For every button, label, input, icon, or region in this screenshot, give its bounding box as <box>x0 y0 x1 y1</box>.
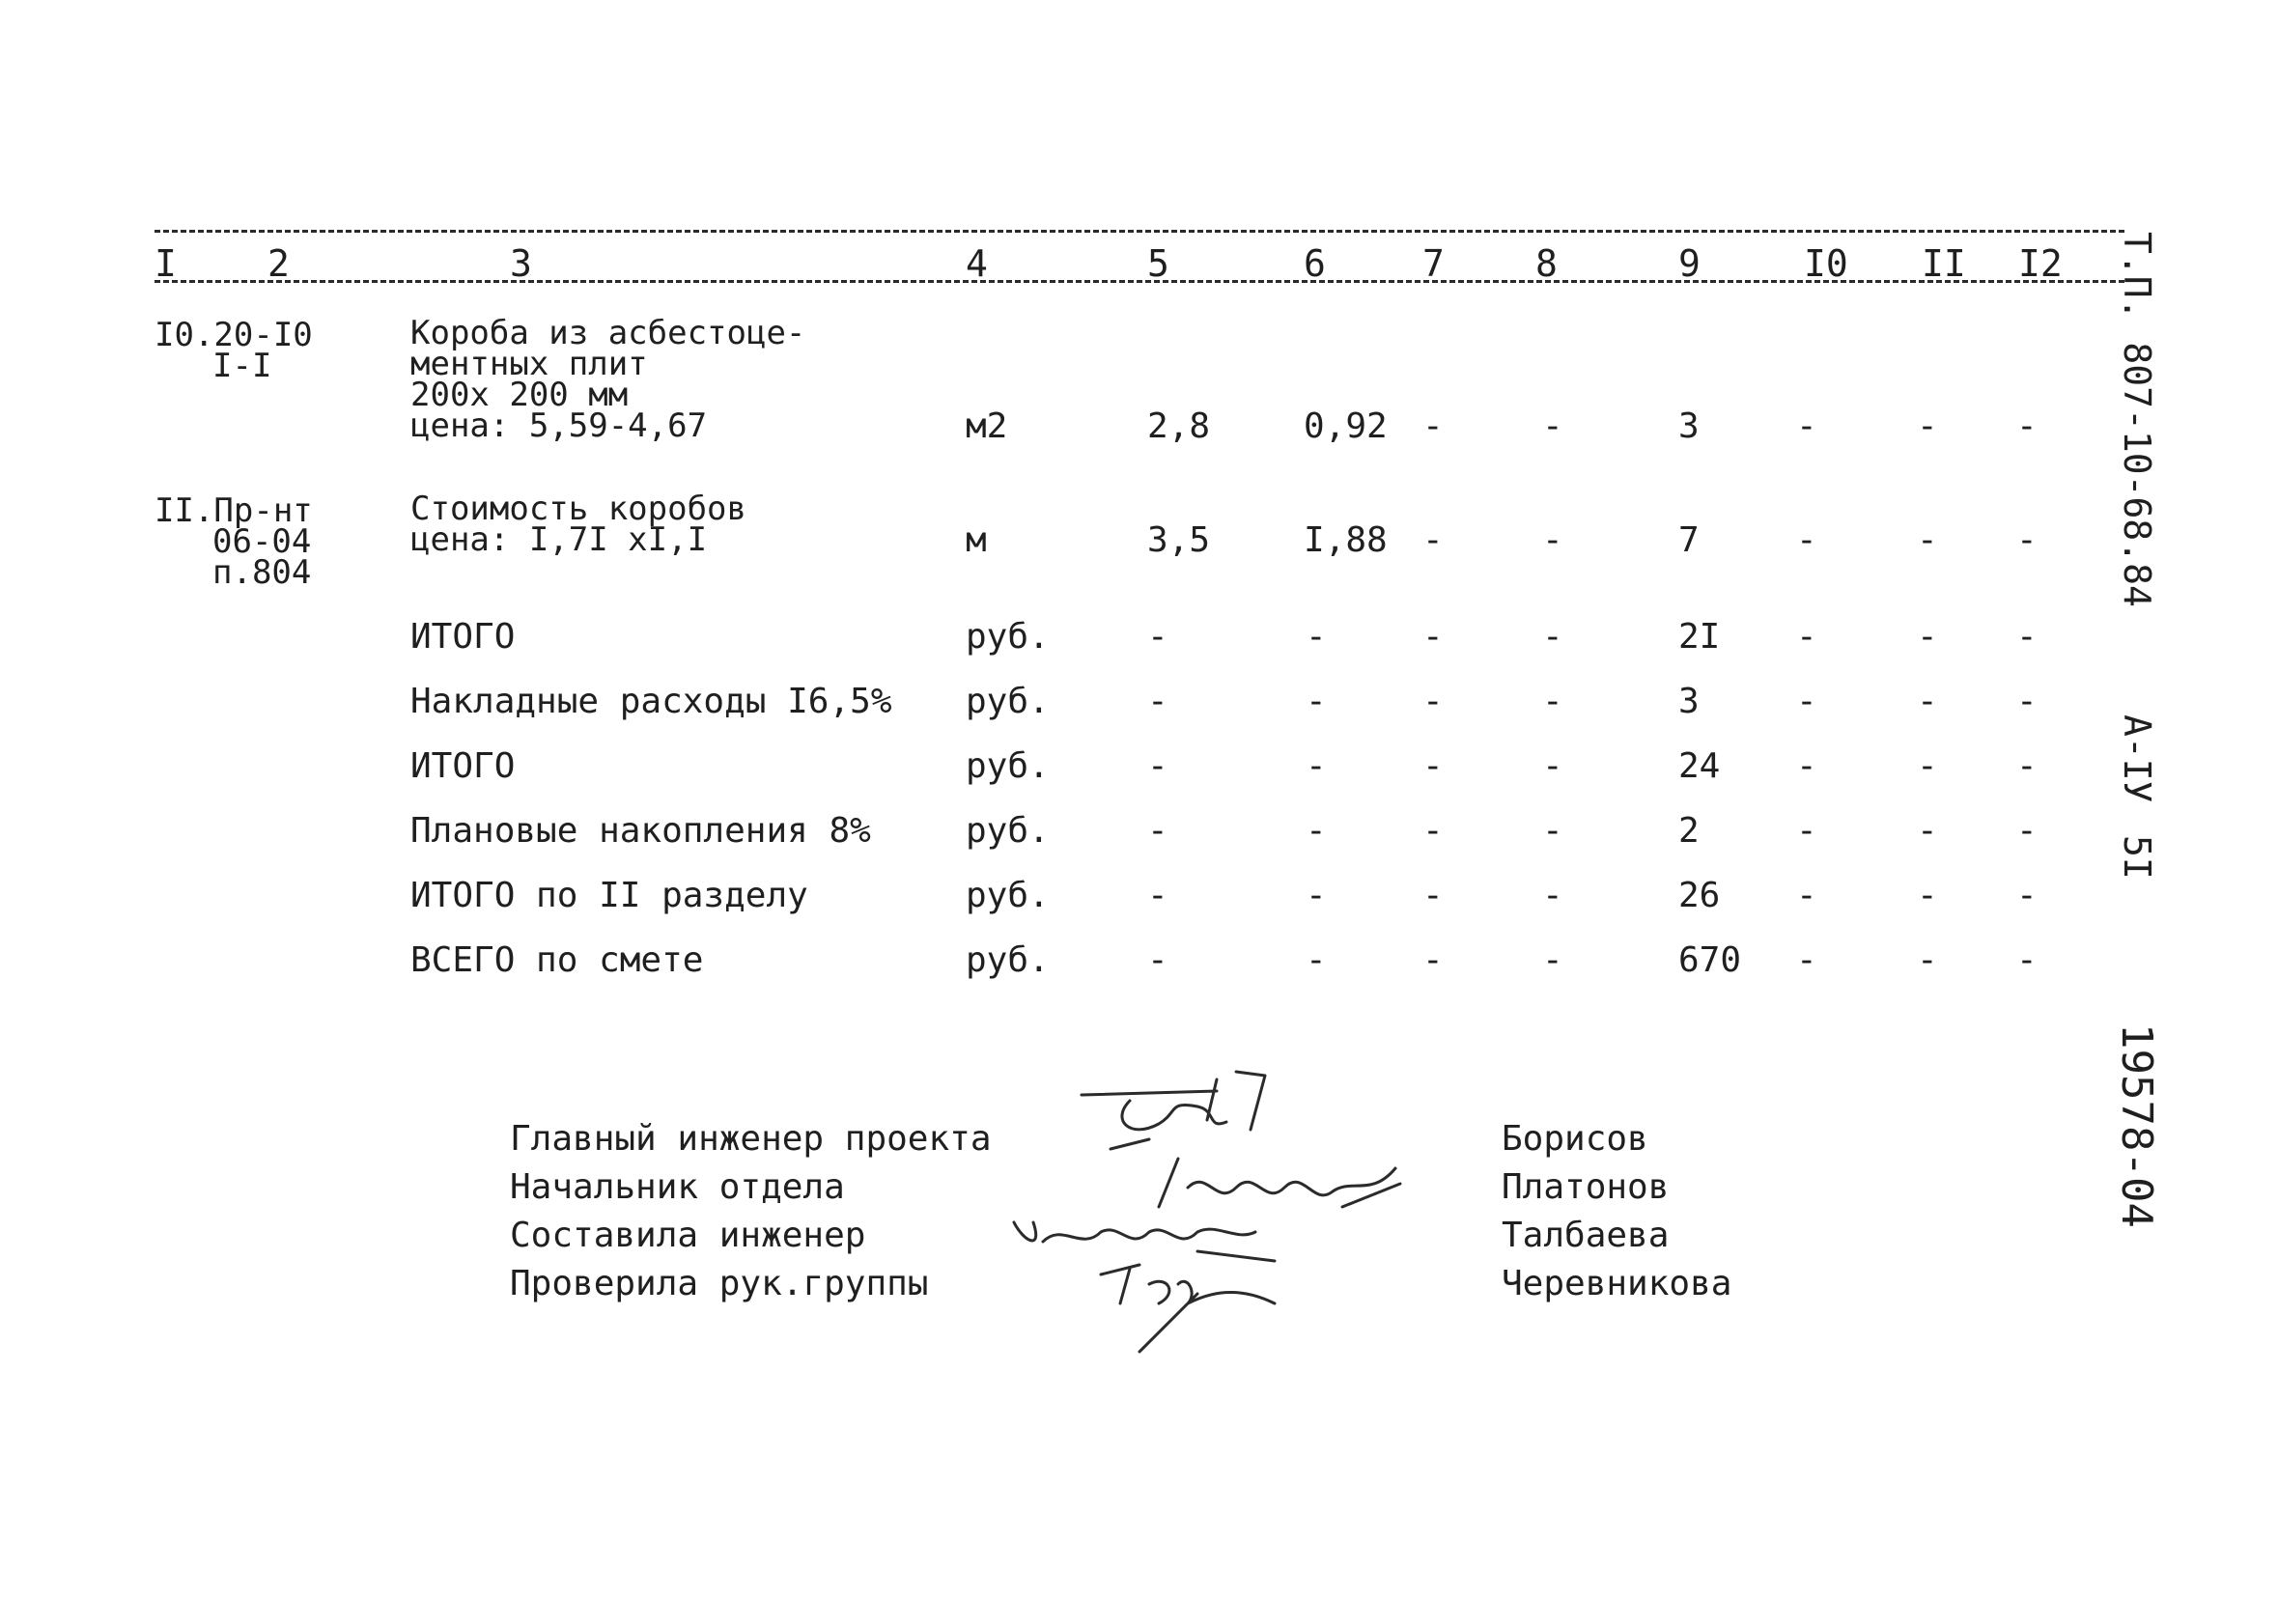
signature-name: Черевникова <box>1502 1264 1732 1303</box>
totals-unit: руб. <box>966 940 1050 980</box>
col-header-5: 5 <box>1147 242 1169 285</box>
totals-unit: руб. <box>966 876 1050 915</box>
totals-col10: - <box>1796 746 1817 786</box>
totals-col12: - <box>2016 876 2038 915</box>
totals-col10: - <box>1796 940 1817 980</box>
totals-label: Плановые накопления 8% <box>410 811 871 851</box>
col-header-1: I <box>155 242 177 285</box>
signature-name: Платонов <box>1502 1167 1670 1207</box>
totals-unit: руб. <box>966 746 1050 786</box>
totals-col7: - <box>1422 682 1444 721</box>
item-col10: - <box>1796 520 1817 560</box>
header-top-rule <box>155 230 2124 233</box>
item-code-line: I-I <box>212 347 272 385</box>
item-col8: - <box>1542 406 1563 446</box>
totals-col6: - <box>1306 746 1327 786</box>
col-header-11: II <box>1922 242 1966 285</box>
totals-col6: - <box>1306 876 1327 915</box>
totals-unit: руб. <box>966 682 1050 721</box>
item-description-line: цена: 5,59-4,67 <box>410 406 708 445</box>
totals-col5: - <box>1147 811 1168 851</box>
totals-col12: - <box>2016 940 2038 980</box>
totals-unit: руб. <box>966 617 1050 657</box>
col-header-6: 6 <box>1304 242 1326 285</box>
signature-role: Начальник отдела <box>510 1167 845 1207</box>
col-header-8: 8 <box>1535 242 1558 285</box>
totals-col10: - <box>1796 617 1817 657</box>
totals-col12: - <box>2016 746 2038 786</box>
item-unit: м <box>966 520 987 560</box>
item-col9: 3 <box>1678 406 1700 446</box>
totals-col7: - <box>1422 617 1444 657</box>
totals-col10: - <box>1796 876 1817 915</box>
totals-col8: - <box>1542 617 1563 657</box>
item-col8: - <box>1542 520 1563 560</box>
item-description-line: 200х 200 мм <box>410 376 629 414</box>
signature-role: Составила инженер <box>510 1216 866 1255</box>
totals-col9: 24 <box>1678 746 1721 786</box>
totals-col7: - <box>1422 940 1444 980</box>
item-col7: - <box>1422 520 1444 560</box>
inventory-number: 19578-04 <box>2112 1023 2161 1228</box>
item-description-line: ментных плит <box>410 345 648 383</box>
totals-col8: - <box>1542 811 1563 851</box>
totals-col8: - <box>1542 746 1563 786</box>
item-unit: м2 <box>966 406 1008 446</box>
item-code-line: 06-04 <box>212 522 312 561</box>
item-code-line: I0.20-I0 <box>155 316 313 354</box>
signature-role: Проверила рук.группы <box>510 1264 929 1303</box>
totals-col11: - <box>1917 682 1938 721</box>
item-col11: - <box>1917 520 1938 560</box>
totals-label: Накладные расходы I6,5% <box>410 682 892 721</box>
signature-role: Главный инженер проекта <box>510 1119 992 1159</box>
totals-col7: - <box>1422 811 1444 851</box>
item-col12: - <box>2016 406 2038 446</box>
totals-col12: - <box>2016 617 2038 657</box>
document-code: Т.П. 807-10-68.84 <box>2116 232 2158 607</box>
totals-col5: - <box>1147 682 1168 721</box>
totals-col5: - <box>1147 876 1168 915</box>
totals-col11: - <box>1917 617 1938 657</box>
totals-col6: - <box>1306 617 1327 657</box>
col-header-9: 9 <box>1678 242 1701 285</box>
totals-col9: 3 <box>1678 682 1700 721</box>
item-col10: - <box>1796 406 1817 446</box>
totals-col8: - <box>1542 940 1563 980</box>
totals-col10: - <box>1796 682 1817 721</box>
page-number: 5I <box>2116 835 2158 880</box>
totals-col9: 2 <box>1678 811 1700 851</box>
totals-col11: - <box>1917 940 1938 980</box>
signature-name: Талбаева <box>1502 1216 1670 1255</box>
col-header-10: I0 <box>1804 242 1848 285</box>
totals-label: ИТОГО <box>410 617 516 657</box>
totals-col5: - <box>1147 940 1168 980</box>
item-col9: 7 <box>1678 520 1700 560</box>
totals-col11: - <box>1917 746 1938 786</box>
item-description-line: цена: I,7I хI,I <box>410 520 708 559</box>
item-code-line: II.Пр-нт <box>155 491 313 530</box>
totals-col6: - <box>1306 682 1327 721</box>
totals-label: ИТОГО по II разделу <box>410 876 808 915</box>
handwritten-signature <box>1082 1255 1294 1361</box>
item-col5: 2,8 <box>1147 406 1211 446</box>
totals-col12: - <box>2016 811 2038 851</box>
signature-name: Борисов <box>1502 1119 1648 1159</box>
item-col6: 0,92 <box>1304 406 1388 446</box>
item-col6: I,88 <box>1304 520 1388 560</box>
col-header-12: I2 <box>2018 242 2063 285</box>
col-header-4: 4 <box>966 242 988 285</box>
item-col5: 3,5 <box>1147 520 1211 560</box>
totals-unit: руб. <box>966 811 1050 851</box>
totals-col8: - <box>1542 682 1563 721</box>
item-description-line: Стоимость коробов <box>410 490 746 528</box>
totals-label: ВСЕГО по смете <box>410 940 704 980</box>
totals-col11: - <box>1917 811 1938 851</box>
totals-col12: - <box>2016 682 2038 721</box>
totals-label: ИТОГО <box>410 746 516 786</box>
col-header-7: 7 <box>1422 242 1445 285</box>
item-description-line: Короба из асбестоце- <box>410 314 806 352</box>
totals-col5: - <box>1147 746 1168 786</box>
album-number: А-IУ <box>2116 714 2158 803</box>
totals-col7: - <box>1422 876 1444 915</box>
totals-col7: - <box>1422 746 1444 786</box>
totals-col6: - <box>1306 940 1327 980</box>
totals-col6: - <box>1306 811 1327 851</box>
item-col7: - <box>1422 406 1444 446</box>
item-col12: - <box>2016 520 2038 560</box>
totals-col8: - <box>1542 876 1563 915</box>
col-header-3: 3 <box>510 242 532 285</box>
item-col11: - <box>1917 406 1938 446</box>
totals-col11: - <box>1917 876 1938 915</box>
col-header-2: 2 <box>267 242 290 285</box>
totals-col9: 670 <box>1678 940 1742 980</box>
totals-col10: - <box>1796 811 1817 851</box>
totals-col9: 26 <box>1678 876 1721 915</box>
item-code-line: п.804 <box>212 553 312 592</box>
totals-col9: 2I <box>1678 617 1721 657</box>
totals-col5: - <box>1147 617 1168 657</box>
